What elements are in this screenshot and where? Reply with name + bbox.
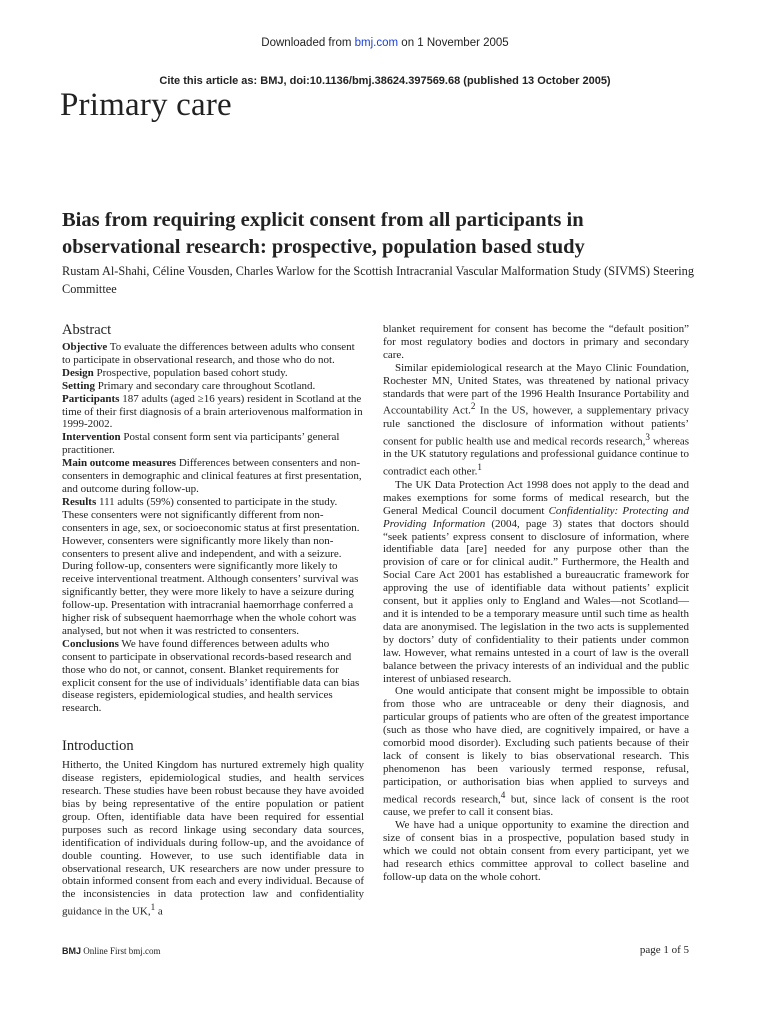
abstract-results bbox=[62, 496, 364, 638]
left-column bbox=[62, 321, 364, 919]
conclusions-label: Conclusions bbox=[62, 637, 119, 650]
gmc-document-title: Confidentiality: Protecting and Providing Information bbox=[383, 504, 689, 530]
ref-superscript: 4 bbox=[500, 789, 506, 800]
right-p3-a: The UK Data Protection Act 1998 does not apply to the dead and makes exemptions for some forms of medical research, but the General Medical Council document bbox=[383, 478, 689, 517]
design-text: Prospective, population based cohort study. bbox=[93, 366, 288, 379]
abstract-conclusions bbox=[62, 638, 364, 715]
section-heading: Primary care bbox=[60, 87, 232, 123]
right-paragraph-5: We have had a unique opportunity to examine the direction and size of consent bias in a prospective, population based study in which we could not obtain consent from every participant, yet we had research ethics committee approval to collect baseline and follow-up data on the whole cohort. bbox=[383, 819, 689, 883]
abstract-outcome bbox=[62, 457, 364, 496]
right-p4-a: One would anticipate that consent might be impossible to obtain from those who are untraceable or deny their diagnosis, and particular groups of patients who are often of the greatest importance (such as those who have died, are cognitively impaired, or have a comorbid mood disorder). Excluding such patients because of their lack of consent is likely to bias observational research. This phenomenon has been variously termed response, refusal, participation, or authorisation bias when applied to surveys and medical records research, bbox=[383, 685, 689, 806]
intervention-label: Intervention bbox=[62, 431, 121, 444]
footer-page-number: page 1 of 5 bbox=[639, 944, 689, 956]
outcome-text: Differences between consenters and non-consenters in demographic and clinical features at first presentation, and outcome during follow-up. bbox=[62, 457, 362, 495]
abstract-intervention bbox=[62, 431, 364, 457]
right-p2-a: Similar epidemiological research at the Mayo Clinic Foundation, Rochester MN, United States, was threatened by national privacy standards that were part of the 1996 Health Insurance Portability and Accountability Act. bbox=[383, 361, 689, 418]
intro-p1-tail: a bbox=[155, 905, 163, 918]
introduction bbox=[62, 737, 364, 919]
abstract-setting bbox=[62, 380, 364, 393]
abstract-heading: Abstract bbox=[62, 322, 112, 338]
right-paragraph-3 bbox=[383, 479, 689, 686]
right-p2-b: In the US, however, a supplementary privacy rule sanctioned the disclosure of information without patients’ consent for public health use and medical records research, bbox=[383, 405, 689, 448]
design-label: Design bbox=[62, 366, 94, 379]
results-label: Results bbox=[62, 495, 97, 508]
bmj-link[interactable]: bmj.com bbox=[354, 37, 399, 49]
outcome-label: Main outcome measures bbox=[62, 457, 177, 470]
footer-journal-rest: Online First bmj.com bbox=[83, 946, 161, 956]
abstract-participants bbox=[62, 393, 364, 432]
objective-label: Objective bbox=[62, 341, 108, 353]
right-paragraph-4 bbox=[383, 685, 689, 819]
results-text: 111 adults (59%) consented to participate in the study. These consenters were not significantly different from non-consenters in age, sex, or socioeconomic status at first presentation. However, consenters were significantly more likely than non-consenters to present alive and independent, and with a seizure. During follow-up, consenters were significantly more likely to receive interventional treatment. Although consenters’ survival was significantly better, they were more likely to have a seizure during follow-up. Presentation with intracranial haemorrhage conferred a higher risk of subsequent haemorrhage when the whole cohort was analysed, but not when it was restricted to consenters. bbox=[62, 495, 360, 637]
footer-journal bbox=[62, 946, 161, 956]
intro-p1-text: Hitherto, the United Kingdom has nurtured extremely high quality disease registers, epidemiological studies, and health services research. These studies have been robust because they have avoided bias by being representative of the entire population or patient group. Often, identifiable data have been required for essential purposes such as record linkage using secondary data sources, identification of individuals during follow-up, and the avoidance of double counting. However, to use such identifiable data in observational research, UK researchers are now under pressure to obtain informed consent from each and every individual. Because of the inconsistencies in data protection law and confidentiality guidance in the UK, bbox=[62, 759, 364, 918]
article-title: Bias from requiring explicit consent from all participants in observational research: prospective, population based study bbox=[62, 209, 585, 258]
right-p4-b: but, since lack of consent is the root cause, we prefer to call it consent bias. bbox=[383, 793, 689, 819]
article-authors: Rustam Al-Shahi, Céline Vousden, Charles Warlow for the Scottish Intracranial Vascular Malformation Study (SIVMS) Steering Committee bbox=[62, 264, 694, 296]
setting-label: Setting bbox=[62, 379, 95, 392]
citation-line: Cite this article as: BMJ, doi:10.1136/bmj.38624.397569.68 (published 13 October 2005) bbox=[159, 75, 611, 87]
abstract bbox=[62, 321, 364, 715]
introduction-heading: Introduction bbox=[62, 738, 134, 755]
intervention-text: Postal consent form sent via participants’ general practitioner. bbox=[62, 431, 340, 457]
objective-text: To evaluate the differences between adults who consent to participate in observational research, and those who do not. bbox=[62, 341, 355, 366]
setting-text: Primary and secondary care throughout Scotland. bbox=[95, 379, 316, 392]
intro-paragraph-1 bbox=[62, 759, 364, 919]
right-paragraph-1: blanket requirement for consent has become the “default position” for most regulatory bodies and doctors in primary and secondary care. bbox=[383, 323, 689, 361]
right-p2-c: whereas in the UK statutory regulations and professional guidance continue to contradict each other. bbox=[383, 435, 689, 479]
conclusions-text: We have found differences between adults who consent to participate in observational records-based research and those who do not, or cannot, consent. Blanket requirements for explicit consent for the use of individuals’ identifiable data can bias disease registers, epidemiological studies, and health services research. bbox=[62, 637, 360, 715]
right-column bbox=[383, 323, 689, 884]
ref-superscript: 1 bbox=[477, 462, 482, 473]
ref-superscript: 3 bbox=[645, 431, 650, 442]
abstract-objective bbox=[62, 341, 364, 367]
ref-superscript: 1 bbox=[150, 902, 156, 913]
abstract-design bbox=[62, 367, 364, 380]
download-prefix: Downloaded from bbox=[261, 37, 352, 49]
footer-journal-name: BMJ bbox=[62, 946, 82, 956]
right-paragraph-2 bbox=[383, 362, 689, 479]
ref-superscript: 2 bbox=[470, 401, 476, 412]
download-banner bbox=[0, 37, 770, 49]
participants-label: Participants bbox=[62, 392, 120, 405]
participants-text: 187 adults (aged ≥16 years) resident in Scotland at the time of their first diagnosis of a brain arteriovenous malformation in 1999-2002. bbox=[62, 392, 363, 431]
right-p3-b: (2004, page 3) states that doctors should “seek patients’ express consent to disclosure of information, where identifiable data [are] needed for any purpose other than the provision of care or for clinical audit.” Furthermore, the Health and Social Care Act 2001 has established a bureaucratic framework for approving the use of identifiable data without patients’ explicit consent, but it applies only to England and Wales—not Scotland—and it is intended to be a temporary measure until such time as health data are anonymised. The legislation in the two acts is supplemented by doctors’ duty of confidentiality to their patients under common law. However, what remains untested in a court of law is the overall balance between the privacy interests of an individual and the public interest of unbiased research. bbox=[383, 517, 689, 685]
download-suffix: on 1 November 2005 bbox=[401, 37, 509, 49]
